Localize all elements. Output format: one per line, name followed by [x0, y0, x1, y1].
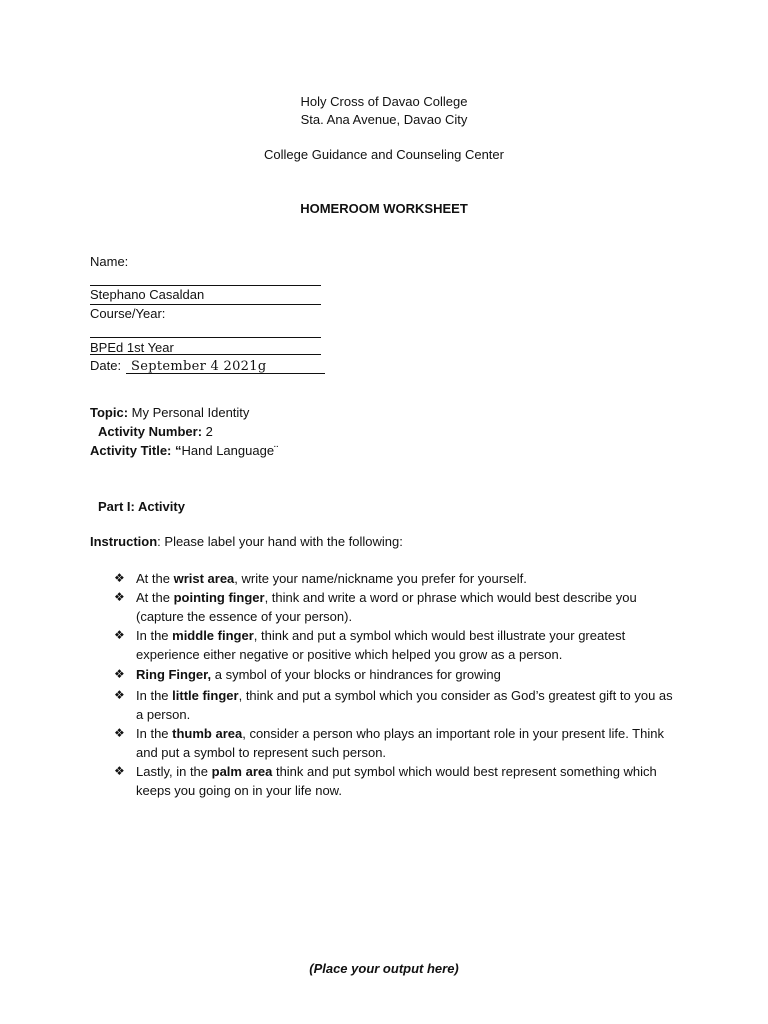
activity-number-value: 2 — [202, 424, 213, 439]
name-blank-line — [90, 285, 321, 286]
course-value: BPEd 1st Year — [90, 340, 174, 355]
course-label: Course/Year: — [90, 306, 166, 321]
activity-title-value: Hand Language¨ — [181, 443, 279, 458]
list-item: ❖ At the wrist area, write your name/nickname you prefer for yourself. — [114, 571, 527, 586]
college-name: Holy Cross of Davao College — [300, 94, 468, 109]
list-item: ❖ In the little finger, think and put a symbol which you consider as God’s greatest gift to you as a person. — [114, 688, 673, 722]
activity-title-line — [90, 443, 278, 458]
instruction-label: Instruction — [90, 534, 158, 549]
college-address: Sta. Ana Avenue, Davao City — [300, 112, 468, 127]
diamond-bullet-icon: ❖ — [114, 571, 125, 585]
diamond-bullet-icon: ❖ — [114, 726, 125, 740]
worksheet-title: HOMEROOM WORKSHEET — [300, 201, 468, 216]
activity-number-line — [98, 424, 213, 439]
diamond-bullet-icon: ❖ — [114, 628, 125, 642]
part1-heading: Part I: Activity — [98, 499, 185, 514]
list-item: ❖ In the middle finger, think and put a symbol which would best illustrate your greatest experience either negative or positive which helped you grow as a person. — [114, 628, 626, 662]
activity-number-label: Activity Number: — [98, 424, 203, 439]
list-item: ❖ Ring Finger, a symbol of your blocks or hindrances for growing — [114, 667, 501, 682]
name-label: Name: — [90, 254, 129, 269]
date-label: Date: — [90, 358, 122, 373]
topic-label: Topic: — [90, 405, 129, 420]
instruction-text: : Please label your hand with the following: — [157, 534, 403, 549]
diamond-bullet-icon: ❖ — [114, 667, 125, 681]
course-blank-line — [90, 337, 321, 338]
diamond-bullet-icon: ❖ — [114, 590, 125, 604]
output-placeholder-note: (Place your output here) — [309, 961, 459, 976]
date-value: September 4 2021g — [131, 359, 267, 374]
instruction-bullet-list — [114, 569, 674, 800]
topic-value: My Personal Identity — [128, 405, 250, 420]
list-item: ❖ Lastly, in the palm area think and put symbol which would best represent something which keeps you going on in your life now. — [114, 764, 657, 798]
name-value-underline — [90, 304, 321, 305]
activity-title-label: Activity Title: “ — [90, 443, 182, 458]
name-value: Stephano Casaldan — [90, 287, 205, 302]
list-item: ❖ In the thumb area, consider a person who plays an important role in your present life. Think and put a symbol to represent such person. — [114, 726, 664, 760]
topic-line — [90, 405, 249, 420]
list-item: ❖ At the pointing finger, think and write a word or phrase which would best describe you (capture the essence of your person). — [114, 590, 637, 624]
course-value-underline — [90, 354, 321, 355]
diamond-bullet-icon: ❖ — [114, 688, 125, 702]
diamond-bullet-icon: ❖ — [114, 764, 125, 778]
office-name: College Guidance and Counseling Center — [264, 147, 504, 162]
date-underline — [126, 373, 325, 374]
instruction-line — [90, 534, 403, 549]
